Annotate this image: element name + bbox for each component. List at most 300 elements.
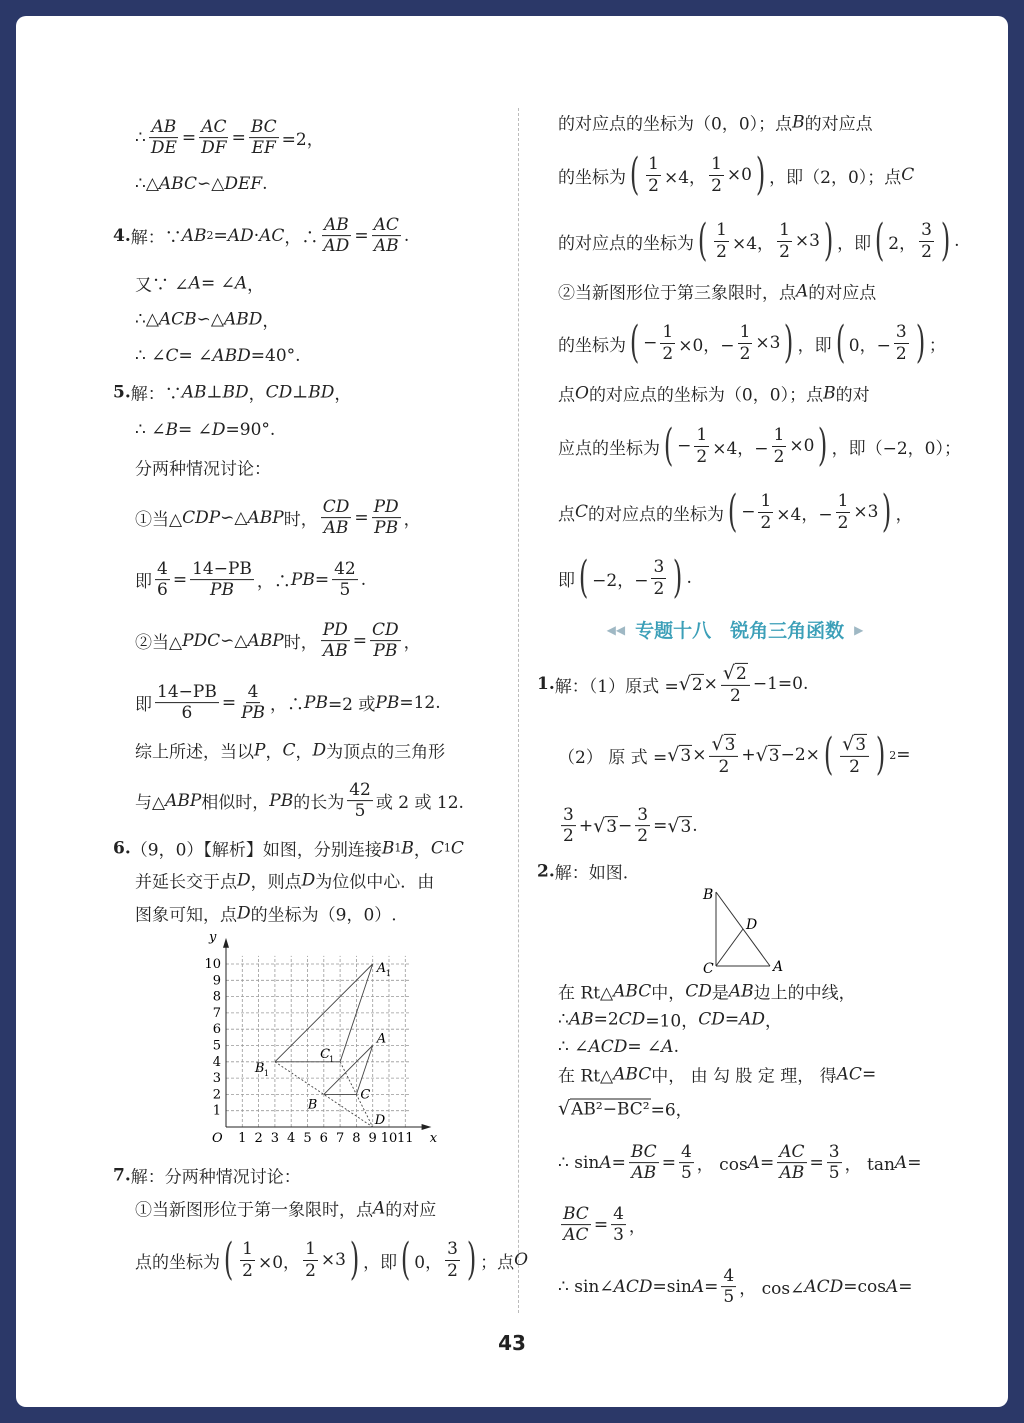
square-root <box>593 815 618 837</box>
text-run: 2 <box>305 1260 316 1281</box>
text-run: 又∵ ∠ <box>135 275 189 296</box>
text-run: 6 <box>157 580 168 601</box>
text-run: ×4，− <box>712 438 769 459</box>
text-run: ，即（2，0）；点 <box>769 167 902 188</box>
text-run: 1 <box>837 491 849 512</box>
y-tick-label: 7 <box>212 1005 221 1021</box>
denominator <box>371 642 399 662</box>
text-run: × <box>703 674 718 694</box>
text-line <box>135 307 279 332</box>
text-run: ⊥ <box>206 382 223 402</box>
text-run: 2 <box>773 446 785 467</box>
fraction <box>679 1142 694 1184</box>
text-run: 1 <box>711 154 722 175</box>
y-tick-label: 10 <box>204 957 221 972</box>
denominator <box>758 513 773 533</box>
point-label-a1: A <box>376 961 387 976</box>
square-root <box>711 733 736 756</box>
text-run: − <box>741 502 756 522</box>
numerator <box>772 425 787 446</box>
denominator <box>894 344 909 364</box>
text-run: 3 <box>563 805 574 826</box>
text-run: ∴ ∠ <box>135 346 166 366</box>
text-run: 并延长交于点 <box>135 872 237 893</box>
text-run: 为位似中心．由 <box>315 872 435 893</box>
text-run: 的对应点的坐标为 <box>558 233 694 254</box>
math-variable: AD <box>227 226 254 246</box>
math-variable: AB <box>323 518 349 539</box>
text-line <box>135 271 264 296</box>
fraction <box>611 1204 626 1246</box>
math-variable: AC <box>779 1142 805 1163</box>
text-run: = ∠ <box>627 1037 662 1057</box>
fraction <box>372 497 401 539</box>
text-run: = <box>907 1153 922 1173</box>
y-tick-label: 5 <box>212 1038 221 1054</box>
numerator <box>155 559 170 580</box>
text-run: = <box>593 1215 609 1235</box>
text-line <box>558 979 856 1004</box>
math-variable: BC <box>563 1204 589 1225</box>
denominator <box>372 237 401 257</box>
numerator <box>611 1204 626 1225</box>
text-run: 解：∵ <box>130 228 182 249</box>
text-line <box>558 1007 782 1032</box>
text-run: 的坐标为 <box>558 335 626 356</box>
text-run: × <box>692 745 707 765</box>
math-variable: CD <box>372 620 399 641</box>
fraction <box>149 117 179 159</box>
numerator <box>894 322 909 343</box>
superscript: 2 <box>206 229 214 243</box>
subscript-one: 1 <box>329 1054 335 1064</box>
math-variable: B <box>381 838 395 858</box>
fraction <box>772 425 787 467</box>
text-line <box>135 901 397 926</box>
numerator <box>321 497 352 518</box>
numerator <box>777 220 792 241</box>
text-run: = <box>354 508 369 528</box>
left-paren: ( <box>727 486 738 537</box>
numerator <box>721 1266 736 1287</box>
math-variable: A <box>894 1153 908 1173</box>
math-variable: AC <box>563 1225 589 1246</box>
text-run: ；点 <box>480 1252 515 1273</box>
radicand: 3 <box>680 817 692 837</box>
text-run: ∽△ <box>220 631 248 651</box>
math-variable: EF <box>251 138 276 159</box>
text-run: 2 <box>837 512 849 533</box>
fraction <box>694 425 709 467</box>
square-root <box>667 744 692 766</box>
numerator <box>660 322 675 343</box>
text-run: = <box>653 816 668 836</box>
text-line <box>558 1266 913 1308</box>
text-run: = <box>213 226 228 246</box>
text-run: 1 <box>648 154 659 175</box>
denominator <box>738 344 753 364</box>
text-run: 在 Rt△ <box>558 1066 614 1087</box>
radical-sign-icon: √ <box>755 744 768 766</box>
text-run: 3 <box>921 220 932 241</box>
fraction <box>721 662 750 706</box>
numerator <box>332 559 358 580</box>
fraction <box>239 682 267 724</box>
column-divider <box>518 108 519 1313</box>
problem-number: 2. <box>537 861 555 881</box>
math-variable: PB <box>210 580 234 601</box>
radicand: 3 <box>855 735 867 756</box>
problem-number: 4. <box>113 226 131 246</box>
text-run: ×0 <box>789 436 815 456</box>
text-run: ， cos∠ <box>739 1279 805 1300</box>
math-variable: B <box>823 383 836 403</box>
text-run: ， cos <box>696 1155 748 1176</box>
math-variable: D <box>237 903 251 923</box>
x-tick-label: 4 <box>287 1131 296 1146</box>
square-root <box>842 733 867 756</box>
text-run: ， <box>403 633 421 654</box>
denominator <box>777 242 792 262</box>
text-run: ， <box>895 504 913 525</box>
text-run: 即 <box>135 572 152 593</box>
numerator <box>709 154 724 175</box>
text-run: 点 <box>558 504 575 525</box>
text-line <box>135 738 445 763</box>
text-run: 综上所述，当以 <box>135 742 254 763</box>
text-run: 的长为 <box>293 793 345 814</box>
math-variable: AD <box>739 1009 766 1029</box>
math-variable: O <box>514 1250 529 1270</box>
numerator <box>679 1142 694 1163</box>
math-variable: AB <box>181 382 207 402</box>
x-tick-label: 8 <box>352 1131 361 1146</box>
math-variable: CD <box>685 981 712 1001</box>
math-variable: AB <box>151 117 177 138</box>
text-run: + <box>578 816 594 836</box>
math-variable: AB <box>181 226 207 246</box>
vertex-label-c: C <box>703 961 714 977</box>
denominator <box>208 581 236 601</box>
text-line <box>135 682 441 724</box>
right-paren: ) <box>882 486 892 537</box>
fraction <box>190 559 254 601</box>
text-run: = <box>759 1153 775 1173</box>
radicand: 3 <box>680 746 692 766</box>
text-run: ∽△ <box>220 508 248 528</box>
fraction <box>709 733 738 777</box>
numerator <box>199 117 228 138</box>
fraction <box>777 1142 806 1184</box>
text-line <box>135 559 366 601</box>
math-variable: ABD <box>212 346 251 366</box>
text-run: 相似时， <box>201 793 270 814</box>
math-variable: ACD <box>588 1037 628 1057</box>
radical-sign-icon: √ <box>842 732 855 755</box>
numerator <box>347 780 373 801</box>
fraction <box>155 682 219 724</box>
fraction <box>660 322 675 364</box>
radicand: 3 <box>768 746 780 766</box>
fraction <box>709 154 724 196</box>
square-root <box>723 662 748 685</box>
text-run: 3 <box>828 1142 840 1163</box>
math-variable: BD <box>222 382 249 402</box>
text-line <box>135 420 275 440</box>
denominator <box>239 704 267 724</box>
math-variable: PD <box>322 620 348 641</box>
math-variable: PB <box>375 693 400 713</box>
x-tick-label: 11 <box>397 1131 414 1146</box>
denominator <box>709 176 724 196</box>
denominator <box>250 139 278 159</box>
text-run: 的坐标为（9，0）. <box>250 905 397 926</box>
text-run: 分两种情况讨论： <box>135 459 271 480</box>
text-line <box>558 486 913 537</box>
math-variable: BD <box>308 382 335 402</box>
math-variable: PB <box>373 641 398 662</box>
denominator <box>337 581 352 601</box>
text-line <box>558 552 692 603</box>
point-label-b1: B <box>254 1060 265 1076</box>
numerator <box>561 1204 591 1225</box>
numerator <box>372 215 401 236</box>
text-run: 42 <box>334 559 356 580</box>
text-run: 的对应点的坐标为（0，0）；点 <box>588 385 824 406</box>
math-variable: A <box>747 1153 760 1173</box>
y-tick-label: 2 <box>212 1087 221 1103</box>
math-variable: CD <box>265 382 293 402</box>
math-variable: DF <box>201 138 227 159</box>
y-tick-label: 4 <box>212 1054 221 1070</box>
right-paren: ) <box>784 317 794 368</box>
fraction <box>372 215 401 257</box>
numerator <box>249 117 279 138</box>
fraction <box>894 322 909 364</box>
numerator <box>836 491 851 512</box>
text-run: . <box>686 568 692 588</box>
fraction <box>651 557 666 599</box>
superscript: 2 <box>889 748 897 762</box>
math-variable: CD <box>698 1009 725 1029</box>
text-run: 的坐标为 <box>558 167 626 188</box>
x-tick-label: 9 <box>368 1131 377 1146</box>
text-line <box>558 1062 876 1087</box>
denominator <box>149 139 179 159</box>
point-label-b: B <box>307 1097 318 1113</box>
math-variable: PDC <box>182 631 221 651</box>
fraction <box>155 559 170 601</box>
text-run: = <box>898 1277 913 1297</box>
numerator <box>738 322 753 343</box>
math-variable: ABD <box>224 309 263 329</box>
text-line <box>135 620 421 662</box>
text-line <box>537 859 628 884</box>
radicand: AB²−BC² <box>571 1099 650 1119</box>
origin-label: O <box>212 1131 223 1146</box>
math-variable: C <box>901 165 915 185</box>
x-tick-label: 10 <box>380 1131 398 1146</box>
text-run: 的对应点 <box>808 283 877 304</box>
math-variable: A <box>796 281 809 301</box>
right-paren: ) <box>466 1234 477 1285</box>
text-run: 或 2 或 12. <box>375 793 464 814</box>
denominator <box>561 827 576 847</box>
text-run: 2 <box>563 826 574 847</box>
section-title: 专题十八 锐角三角函数 <box>635 620 845 642</box>
text-run: 3 <box>447 1239 458 1260</box>
text-run: ，则点 <box>250 872 302 893</box>
math-variable: ABP <box>247 508 284 528</box>
point-label-a: A <box>376 1031 387 1047</box>
text-run: ×3 <box>320 1250 346 1270</box>
text-run: 4 <box>613 1204 624 1225</box>
math-variable: D <box>211 420 226 440</box>
fraction <box>919 220 934 262</box>
math-variable: AB <box>631 1163 657 1184</box>
numerator <box>721 662 750 686</box>
text-run: （2） 原 式 = <box>558 747 668 768</box>
radicand: 2 <box>691 675 703 695</box>
vertex-label-b: B <box>703 887 714 903</box>
text-run: ∽△ <box>196 174 225 194</box>
numerator <box>322 215 351 236</box>
text-run: ×3 <box>755 333 781 353</box>
denominator <box>777 1164 806 1184</box>
text-run: = <box>172 570 188 590</box>
math-variable: ABC <box>158 174 197 194</box>
math-variable: C <box>282 740 296 760</box>
text-run: ×0，− <box>678 335 735 356</box>
text-run: ∴ <box>558 1009 569 1029</box>
text-run: 即 <box>135 695 152 716</box>
math-variable: B <box>792 112 805 132</box>
left-paren: ( <box>835 317 845 368</box>
square-root <box>679 673 704 695</box>
text-run: 2 <box>696 446 708 467</box>
text-run: 的对应点 <box>804 114 873 135</box>
text-run: ∴ sin <box>558 1153 600 1173</box>
numerator <box>321 620 350 641</box>
fraction <box>561 805 576 847</box>
math-variable: PD <box>373 497 399 518</box>
text-run: . <box>262 174 268 194</box>
math-variable: A <box>661 1037 674 1057</box>
text-run: = <box>352 631 368 651</box>
subscript: 1 <box>394 841 402 855</box>
text-line <box>113 836 464 861</box>
right-paren: ) <box>915 317 925 368</box>
denominator <box>199 139 228 159</box>
math-variable: B <box>165 420 178 440</box>
fraction <box>714 220 729 262</box>
numerator <box>694 425 709 446</box>
denominator <box>728 686 743 706</box>
text-run: 边上的中线， <box>753 983 856 1004</box>
text-run: ⊥ <box>292 382 309 402</box>
text-run: 4 <box>680 1142 692 1163</box>
fraction <box>758 491 773 533</box>
text-run: 的对应 <box>385 1200 437 1221</box>
page-number: 43 <box>498 1331 526 1355</box>
radical-sign-icon: √ <box>711 732 724 755</box>
x-arrow-icon <box>422 1124 432 1130</box>
x-tick-label: 2 <box>254 1131 263 1146</box>
text-run: 2 <box>716 241 727 262</box>
text-run: ， <box>295 742 313 763</box>
left-paren: ( <box>629 317 640 368</box>
fraction <box>347 780 373 822</box>
fraction <box>840 733 869 777</box>
numerator <box>827 1142 842 1163</box>
text-run: 2 <box>648 175 659 196</box>
denominator <box>179 704 194 724</box>
text-run: ∴ <box>135 128 146 148</box>
numerator <box>709 733 738 757</box>
text-run: −2，− <box>592 570 649 591</box>
text-run: ， <box>247 275 265 296</box>
text-line <box>558 1142 921 1184</box>
y-arrow-icon <box>223 938 229 948</box>
text-run: 3 <box>613 1225 624 1246</box>
text-run: ，∴ <box>270 695 304 716</box>
denominator <box>717 757 732 777</box>
denominator <box>445 1261 460 1281</box>
text-run: 1 <box>696 425 708 446</box>
text-line <box>135 117 324 159</box>
text-line <box>135 497 421 539</box>
text-line <box>135 174 268 194</box>
problem-number: 5. <box>113 382 131 402</box>
text-run: = <box>704 1277 719 1297</box>
math-variable: PB <box>304 693 328 713</box>
text-run: =12. <box>399 693 441 713</box>
text-run: ， <box>628 1217 646 1238</box>
arrow-right-icon: ▶ <box>854 622 864 637</box>
math-variable: C <box>430 838 444 858</box>
math-variable: ABP <box>165 791 202 811</box>
fraction <box>303 1239 318 1281</box>
math-variable: ACB <box>158 309 197 329</box>
math-variable: DE <box>150 138 177 159</box>
y-tick-label: 6 <box>212 1022 221 1038</box>
text-run: ×4，− <box>776 504 833 525</box>
math-variable: AB <box>779 1163 805 1184</box>
text-run: =2 <box>593 1009 619 1029</box>
text-run: −2× <box>780 745 820 765</box>
text-run: − <box>643 333 658 353</box>
text-line <box>558 805 698 847</box>
text-run: 2 <box>895 343 907 364</box>
text-run: ∴△ <box>135 174 159 194</box>
text-line <box>558 1204 646 1246</box>
text-run: =6， <box>650 1100 693 1121</box>
text-run: 2 <box>653 578 665 599</box>
x-tick-label: 3 <box>270 1131 280 1146</box>
x-tick-label: 1 <box>238 1131 247 1146</box>
square-root <box>558 1097 651 1119</box>
text-run: 中， <box>651 983 686 1004</box>
text-run: = <box>861 1064 877 1084</box>
numerator <box>561 805 576 826</box>
text-line <box>537 662 808 706</box>
math-variable: ABP <box>247 631 284 651</box>
math-variable: CD <box>618 1009 646 1029</box>
numerator <box>840 733 869 757</box>
fraction <box>646 154 661 196</box>
text-run: ∴△ <box>135 309 159 329</box>
text-run: ×0 <box>726 165 752 185</box>
